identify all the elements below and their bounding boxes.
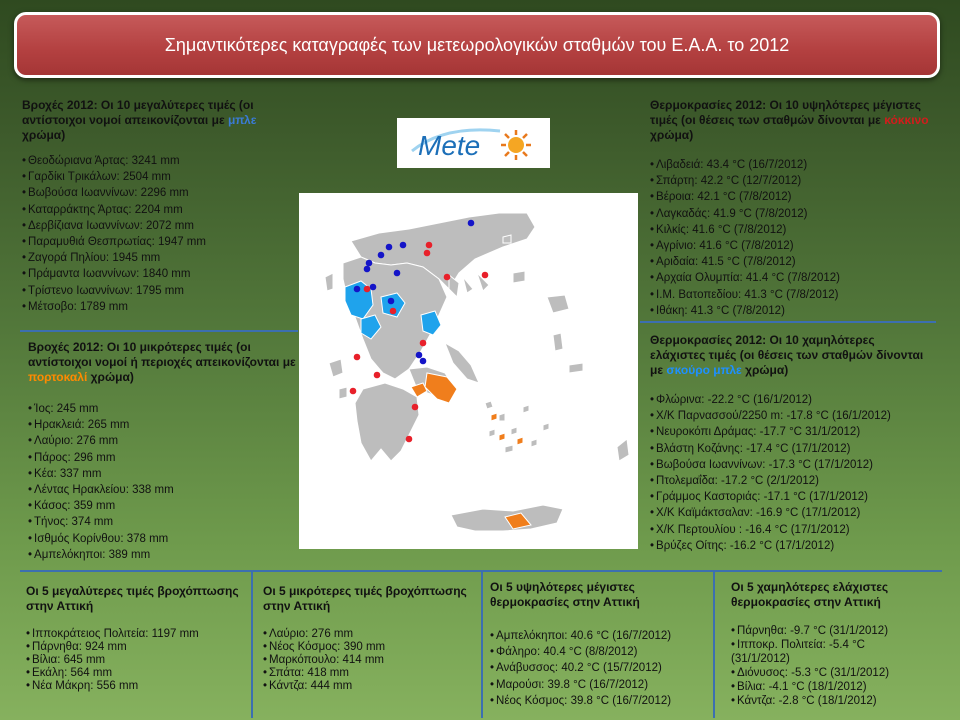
- list-item: • Χ/Κ Καϊμάκτσαλαν: -16.9 °C (17/1/2012): [650, 505, 932, 521]
- samos: [569, 363, 583, 373]
- attica-temp-max-section: [490, 580, 710, 709]
- divider: [640, 321, 936, 323]
- list-item: • Νευροκόπι Δράμας: -17.7 °C 31/1/2012): [650, 424, 932, 440]
- list-item: • Πάρος: 296 mm: [28, 450, 298, 466]
- list-item: • Νέος Κόσμος: 390 mm: [263, 641, 477, 654]
- station-dot-max-temp: [350, 388, 357, 395]
- station-dot-min-temp: [400, 242, 407, 249]
- page-title: Σημαντικότερες καταγραφές των μετεωρολογικών σταθμών του Ε.Α.Α. το 2012: [164, 34, 790, 55]
- list-item: • Παραμυθιά Θεσπρωτίας: 1947 mm: [22, 234, 297, 250]
- list-item: • Βωβούσα Ιωαννίνων: -17.3 °C (17/1/2012): [650, 457, 932, 473]
- list-item: • Βλάστη Κοζάνης: -17.4 °C (17/1/2012): [650, 441, 932, 457]
- list-item: • Τρίστενο Ιωαννίνων: 1795 mm: [22, 283, 297, 299]
- list-item: • Λαύριο: 276 mm: [28, 433, 298, 449]
- attica-temp-min-section: [731, 580, 941, 708]
- list-item: • Κάντζα: 444 mm: [263, 680, 477, 693]
- temp-max-section: [650, 98, 932, 319]
- attica-rain-min-heading: Οι 5 μικρότερες τιμές βροχόπτωσης στην Αττική: [263, 584, 467, 613]
- logo-text: Mete: [417, 130, 480, 161]
- list-item: • Βίλια: -4.1 °C (18/1/2012): [731, 680, 941, 694]
- list-item: • Ίος: 245 mm: [28, 401, 298, 417]
- list-item: • Πτολεμαΐδα: -17.2 °C (2/1/2012): [650, 473, 932, 489]
- list-item: • Ιπποκράτειος Πολιτεία: 1197 mm: [26, 628, 248, 641]
- greece-map-svg: [299, 193, 638, 549]
- list-item: • Κιλκίς: 41.6 °C (7/8/2012): [650, 222, 932, 238]
- list-item: • Φλώρινα: -22.2 °C (16/1/2012): [650, 392, 932, 408]
- list-item: • Μέτσοβο: 1789 mm: [22, 299, 297, 315]
- cyclades-orange: [491, 413, 523, 445]
- list-item: • Ηρακλειά: 265 mm: [28, 417, 298, 433]
- rain-max-color-word: μπλε: [227, 113, 257, 127]
- list-item: • Δερβίζιανα Ιωαννίνων: 2072 mm: [22, 218, 297, 234]
- attica-temp-min-list: [731, 624, 941, 708]
- list-item: • Γράμμος Καστοριάς: -17.1 °C (17/1/2012): [650, 489, 932, 505]
- station-dot-min-temp: [366, 260, 373, 267]
- chios: [553, 333, 563, 351]
- list-item: • Βέροια: 42.1 °C (7/8/2012): [650, 189, 932, 205]
- station-dot-min-temp: [394, 270, 401, 277]
- list-item: • Νέα Μάκρη: 556 mm: [26, 680, 248, 693]
- station-dot-min-temp: [386, 244, 393, 251]
- list-item: • Σπάρτη: 42.2 °C (12/7/2012): [650, 173, 932, 189]
- list-item: • Διόνυσος: -5.3 °C (31/1/2012): [731, 666, 941, 680]
- divider: [20, 330, 298, 332]
- attica-rain-min-section: [263, 584, 477, 693]
- meteo-logo: [397, 118, 550, 168]
- list-item: • Πάρνηθα: -9.7 °C (31/1/2012): [731, 624, 941, 638]
- list-item: • Ιπποκρ. Πολιτεία: -5.4 °C (31/1/2012): [731, 638, 911, 666]
- rain-min-color-word: πορτοκαλί: [28, 370, 88, 384]
- attica-temp-max-heading: Οι 5 υψηλότερες μέγιστες θερμοκρασίες στην Αττική: [490, 580, 640, 609]
- list-item: • Ι.Μ. Βατοπεδίου: 41.3 °C (7/8/2012): [650, 287, 932, 303]
- attica-temp-min-heading: Οι 5 χαμηλότερες ελάχιστες θερμοκρασίες στην Αττική: [731, 580, 889, 609]
- corfu: [325, 273, 333, 291]
- station-dot-min-temp: [364, 266, 371, 273]
- temp-max-heading: Θερμοκρασίες 2012: Οι 10 υψηλότερες μέγιστες τιμές (οι θέσεις των σταθμών δίνονται με κόκκινο χρώμα): [650, 98, 929, 142]
- list-item: • Ισθμός Κορίνθου: 378 mm: [28, 531, 298, 547]
- list-item: • Λαγκαδάς: 41.9 °C (7/8/2012): [650, 206, 932, 222]
- temp-min-list: [650, 392, 932, 554]
- temp-max-color-word: κόκκινο: [884, 113, 929, 127]
- station-dot-max-temp: [374, 372, 381, 379]
- station-dot-min-temp: [420, 358, 427, 365]
- list-item: • Αμπελόκηποι: 389 mm: [28, 547, 298, 563]
- kefalonia: [329, 359, 343, 377]
- list-item: • Πράμαντα Ιωαννίνων: 1840 mm: [22, 266, 297, 282]
- station-dot-min-temp: [354, 286, 361, 293]
- list-item: • Νέος Κόσμος: 39.8 °C (16/7/2012): [490, 693, 710, 709]
- temp-min-color-word: σκούρο μπλε: [666, 363, 742, 377]
- temp-max-list: [650, 157, 932, 319]
- station-dot-max-temp: [364, 286, 371, 293]
- list-item: • Μαρούσι: 39.8 °C (16/7/2012): [490, 677, 710, 693]
- rain-min-list: [28, 401, 298, 563]
- station-dot-max-temp: [354, 354, 361, 361]
- column-divider: [251, 570, 253, 718]
- list-item: • Βωβούσα Ιωαννίνων: 2296 mm: [22, 185, 297, 201]
- station-dot-max-temp: [412, 404, 419, 411]
- station-dot-max-temp: [424, 250, 431, 257]
- station-dot-max-temp: [482, 272, 489, 279]
- attica-rain-max-heading: Οι 5 μεγαλύτερες τιμές βροχόπτωσης στην Αττική: [26, 584, 239, 613]
- temp-min-section: [650, 333, 932, 554]
- station-dot-min-temp: [388, 298, 395, 305]
- list-item: • Αρχαία Ολυμπία: 41.4 °C (7/8/2012): [650, 270, 932, 286]
- list-item: • Ιθάκη: 41.3 °C (7/8/2012): [650, 303, 932, 319]
- station-dot-min-temp: [416, 352, 423, 359]
- rain-max-heading: Βροχές 2012: Οι 10 μεγαλύτερες τιμές (οι αντίστοιχοι νομοί απεικονίζονται με μπλε χρώμα): [22, 98, 257, 142]
- title-banner: [14, 12, 940, 78]
- station-dot-min-temp: [468, 220, 475, 227]
- list-item: • Τήνος: 374 mm: [28, 514, 298, 530]
- rhodes: [617, 439, 629, 461]
- station-dot-min-temp: [370, 284, 377, 291]
- peloponnese: [355, 383, 419, 461]
- list-item: • Βίλια: 645 mm: [26, 654, 248, 667]
- list-item: • Θεοδώριανα Άρτας: 3241 mm: [22, 153, 297, 169]
- list-item: • Αριδαία: 41.5 °C (7/8/2012): [650, 254, 932, 270]
- list-item: • Εκάλη: 564 mm: [26, 667, 248, 680]
- list-item: • Χ/Κ Περτουλίου : -16.4 °C (17/1/2012): [650, 522, 932, 538]
- list-item: • Κάντζα: -2.8 °C (18/1/2012): [731, 694, 941, 708]
- attica-prefecture: [425, 373, 457, 403]
- list-item: • Κάσος: 359 mm: [28, 498, 298, 514]
- list-item: • Ανάβυσσος: 40.2 °C (15/7/2012): [490, 660, 710, 676]
- list-item: • Καταρράκτης Άρτας: 2204 mm: [22, 202, 297, 218]
- station-dot-max-temp: [406, 436, 413, 443]
- station-dot-max-temp: [426, 242, 433, 249]
- list-item: • Αγρίνιο: 41.6 °C (7/8/2012): [650, 238, 932, 254]
- list-item: • Πάρνηθα: 924 mm: [26, 641, 248, 654]
- list-item: • Βρύζες Οίτης: -16.2 °C (17/1/2012): [650, 538, 932, 554]
- attica-rain-max-list: [26, 628, 248, 693]
- list-item: • Γαρδίκι Τρικάλων: 2504 mm: [22, 169, 297, 185]
- lemnos: [513, 271, 525, 283]
- station-dot-max-temp: [390, 308, 397, 315]
- rain-max-section: [22, 98, 297, 315]
- station-dot-min-temp: [378, 252, 385, 259]
- list-item: • Ζαγορά Πηλίου: 1945 mm: [22, 250, 297, 266]
- column-divider: [713, 570, 715, 718]
- list-item: • Κέα: 337 mm: [28, 466, 298, 482]
- list-item: • Λιβαδειά: 43.4 °C (16/7/2012): [650, 157, 932, 173]
- meteo-logo-icon: [404, 121, 544, 165]
- rain-min-heading: Βροχές 2012: Οι 10 μικρότερες τιμές (οι αντίστοιχοι νομοί ή περιοχές απεικονίζονται με πορτοκαλί χρώμα): [28, 340, 296, 384]
- list-item: • Σπάτα: 418 mm: [263, 667, 477, 680]
- attica-rain-min-list: [263, 628, 477, 693]
- list-item: • Μαρκόπουλο: 414 mm: [263, 654, 477, 667]
- column-divider: [481, 570, 483, 718]
- list-item: • Λαύριο: 276 mm: [263, 628, 477, 641]
- attica-temp-max-list: [490, 628, 710, 709]
- list-item: • Χ/Κ Παρνασσού/2250 m: -17.8 °C (16/1/2012): [650, 408, 932, 424]
- rain-min-section: [28, 340, 298, 563]
- list-item: • Φάληρο: 40.4 °C (8/8/2012): [490, 644, 710, 660]
- greece-map: [299, 193, 638, 549]
- station-dot-max-temp: [444, 274, 451, 281]
- lesvos: [547, 295, 569, 313]
- station-dot-max-temp: [420, 340, 427, 347]
- temp-min-heading: Θερμοκρασίες 2012: Οι 10 χαμηλότερες ελάχιστες τιμές (οι θέσεις των σταθμών δίνονται με σκούρο μπλε χρώμα): [650, 333, 924, 377]
- evia: [445, 343, 479, 383]
- rain-max-list: [22, 153, 297, 315]
- list-item: • Λέντας Ηρακλείου: 338 mm: [28, 482, 298, 498]
- thasos: [503, 235, 511, 243]
- attica-rain-max-section: [26, 584, 248, 693]
- zakynthos: [339, 387, 347, 399]
- list-item: • Αμπελόκηποι: 40.6 °C (16/7/2012): [490, 628, 710, 644]
